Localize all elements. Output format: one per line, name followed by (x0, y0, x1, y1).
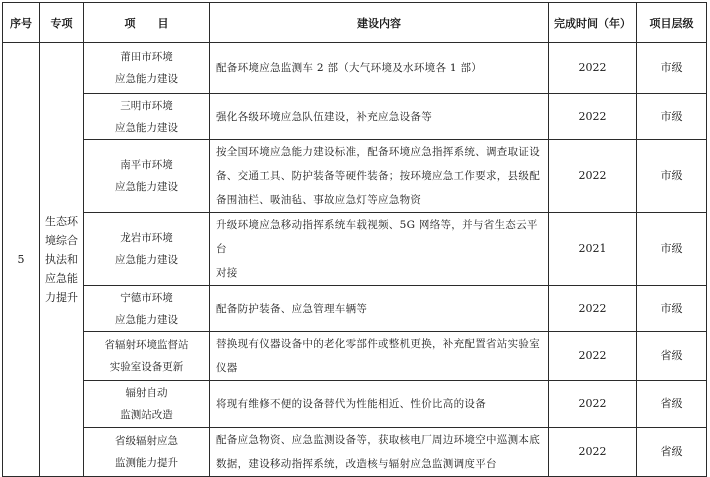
content-cell-line: 对接 (216, 267, 238, 279)
content-cell-line: 配备应急物资、应急监测设备等，获取核电厂周边环境空中巡测本底 (216, 434, 540, 446)
content-cell (210, 286, 549, 332)
table-body (3, 43, 707, 477)
content-cell-line: 按全国环境应急能力建设标准，配备环境应急指挥系统、调查取证设 (216, 146, 540, 158)
table-row (3, 94, 707, 140)
project-cell-line: 省级辐射应急 (115, 435, 178, 447)
level-cell: 市级 (637, 286, 707, 332)
header-content: 建设内容 (210, 3, 549, 43)
content-cell-line: 强化各级环境应急队伍建设，补充应急设备等 (216, 110, 432, 123)
level-cell: 市级 (637, 213, 707, 286)
level-cell: 市级 (637, 94, 707, 140)
table-row (3, 43, 707, 94)
project-cell-line: 实验室设备更新 (109, 361, 184, 373)
content-cell-line: 升级环境应急移动指挥系统车载视频、5G 网络等，并与省生态云平台 (216, 219, 538, 255)
project-cell-line: 三明市环境 (120, 99, 173, 112)
category-cell-line: 力提升 (45, 291, 78, 304)
project-cell-line: 辐射自动 (125, 387, 168, 399)
project-cell-line: 应急能力建设 (115, 121, 178, 134)
project-cell (84, 140, 210, 213)
project-cell-line: 应急能力建设 (115, 254, 178, 266)
project-cell (84, 332, 210, 381)
project-cell-line: 监测能力提升 (115, 457, 178, 469)
table-row (3, 140, 707, 213)
content-cell (210, 43, 549, 94)
project-cell-line: 监测站改造 (120, 409, 173, 421)
project-cell-line: 应急能力建设 (115, 181, 178, 193)
content-cell (210, 332, 549, 381)
content-cell-line: 将现有维修不便的设备替代为性能相近、性价比高的设备 (216, 398, 486, 410)
content-cell-line: 配备环境应急监测车 2 部（大气环境及水环境各 1 部） (216, 62, 483, 74)
category-cell-line: 应急能 (45, 272, 78, 285)
level-cell: 市级 (637, 43, 707, 94)
content-cell-line: 配备防护装备、应急管理车辆等 (216, 302, 368, 315)
year-cell: 2021 (549, 213, 637, 286)
header-year: 完成时间（年） (549, 3, 637, 43)
content-cell-line: 备、交通工具、防护装备等硬件装备；按环境应急工作要求，县级配 (216, 170, 540, 182)
content-cell (210, 381, 549, 428)
table-row (3, 428, 707, 477)
content-cell (210, 140, 549, 213)
header-project: 项 目 (84, 3, 210, 43)
header-seq: 序号 (3, 3, 40, 43)
header-level: 项目层级 (637, 3, 707, 43)
level-cell: 省级 (637, 332, 707, 381)
project-cell-line: 龙岩市环境 (120, 232, 173, 244)
content-cell (210, 428, 549, 477)
project-cell (84, 381, 210, 428)
project-cell-line: 莆田市环境 (120, 51, 173, 63)
project-cell (84, 213, 210, 286)
table-row (3, 286, 707, 332)
table-row (3, 381, 707, 428)
construction-table (2, 2, 707, 477)
project-cell (84, 428, 210, 477)
year-cell: 2022 (549, 140, 637, 213)
header-row (3, 3, 707, 43)
project-cell (84, 43, 210, 94)
project-cell (84, 94, 210, 140)
year-cell: 2022 (549, 332, 637, 381)
level-cell: 省级 (637, 381, 707, 428)
content-cell (210, 213, 549, 286)
header-category: 专项 (40, 3, 84, 43)
content-cell-line: 仪器 (216, 362, 238, 374)
project-cell-line: 省辐射环境监督站 (104, 339, 189, 351)
project-cell-line: 南平市环境 (120, 159, 173, 171)
project-cell-line: 应急能力建设 (115, 313, 178, 326)
table-row (3, 332, 707, 381)
content-cell-line: 替换现有仪器设备中的老化零部件或整机更换，补充配置省站实验室 (216, 338, 540, 350)
category-cell (40, 43, 84, 477)
level-cell: 省级 (637, 428, 707, 477)
content-cell-line: 备围油栏、吸油毡、事故应急灯等应急物资 (216, 194, 422, 206)
year-cell: 2022 (549, 94, 637, 140)
seq-cell: 5 (3, 43, 40, 477)
year-cell: 2022 (549, 43, 637, 94)
year-cell: 2022 (549, 286, 637, 332)
category-cell-line: 境综合 (45, 234, 78, 247)
category-cell-line: 生态环 (45, 215, 78, 228)
table-row (3, 213, 707, 286)
project-cell (84, 286, 210, 332)
content-cell-line: 数据，建设移动指挥系统，改造核与辐射应急监测调度平台 (216, 458, 497, 470)
project-cell-line: 应急能力建设 (115, 73, 178, 85)
level-cell: 市级 (637, 140, 707, 213)
category-cell-line: 执法和 (45, 253, 78, 266)
year-cell: 2022 (549, 428, 637, 477)
project-cell-line: 宁德市环境 (120, 291, 173, 304)
content-cell (210, 94, 549, 140)
year-cell: 2022 (549, 381, 637, 428)
